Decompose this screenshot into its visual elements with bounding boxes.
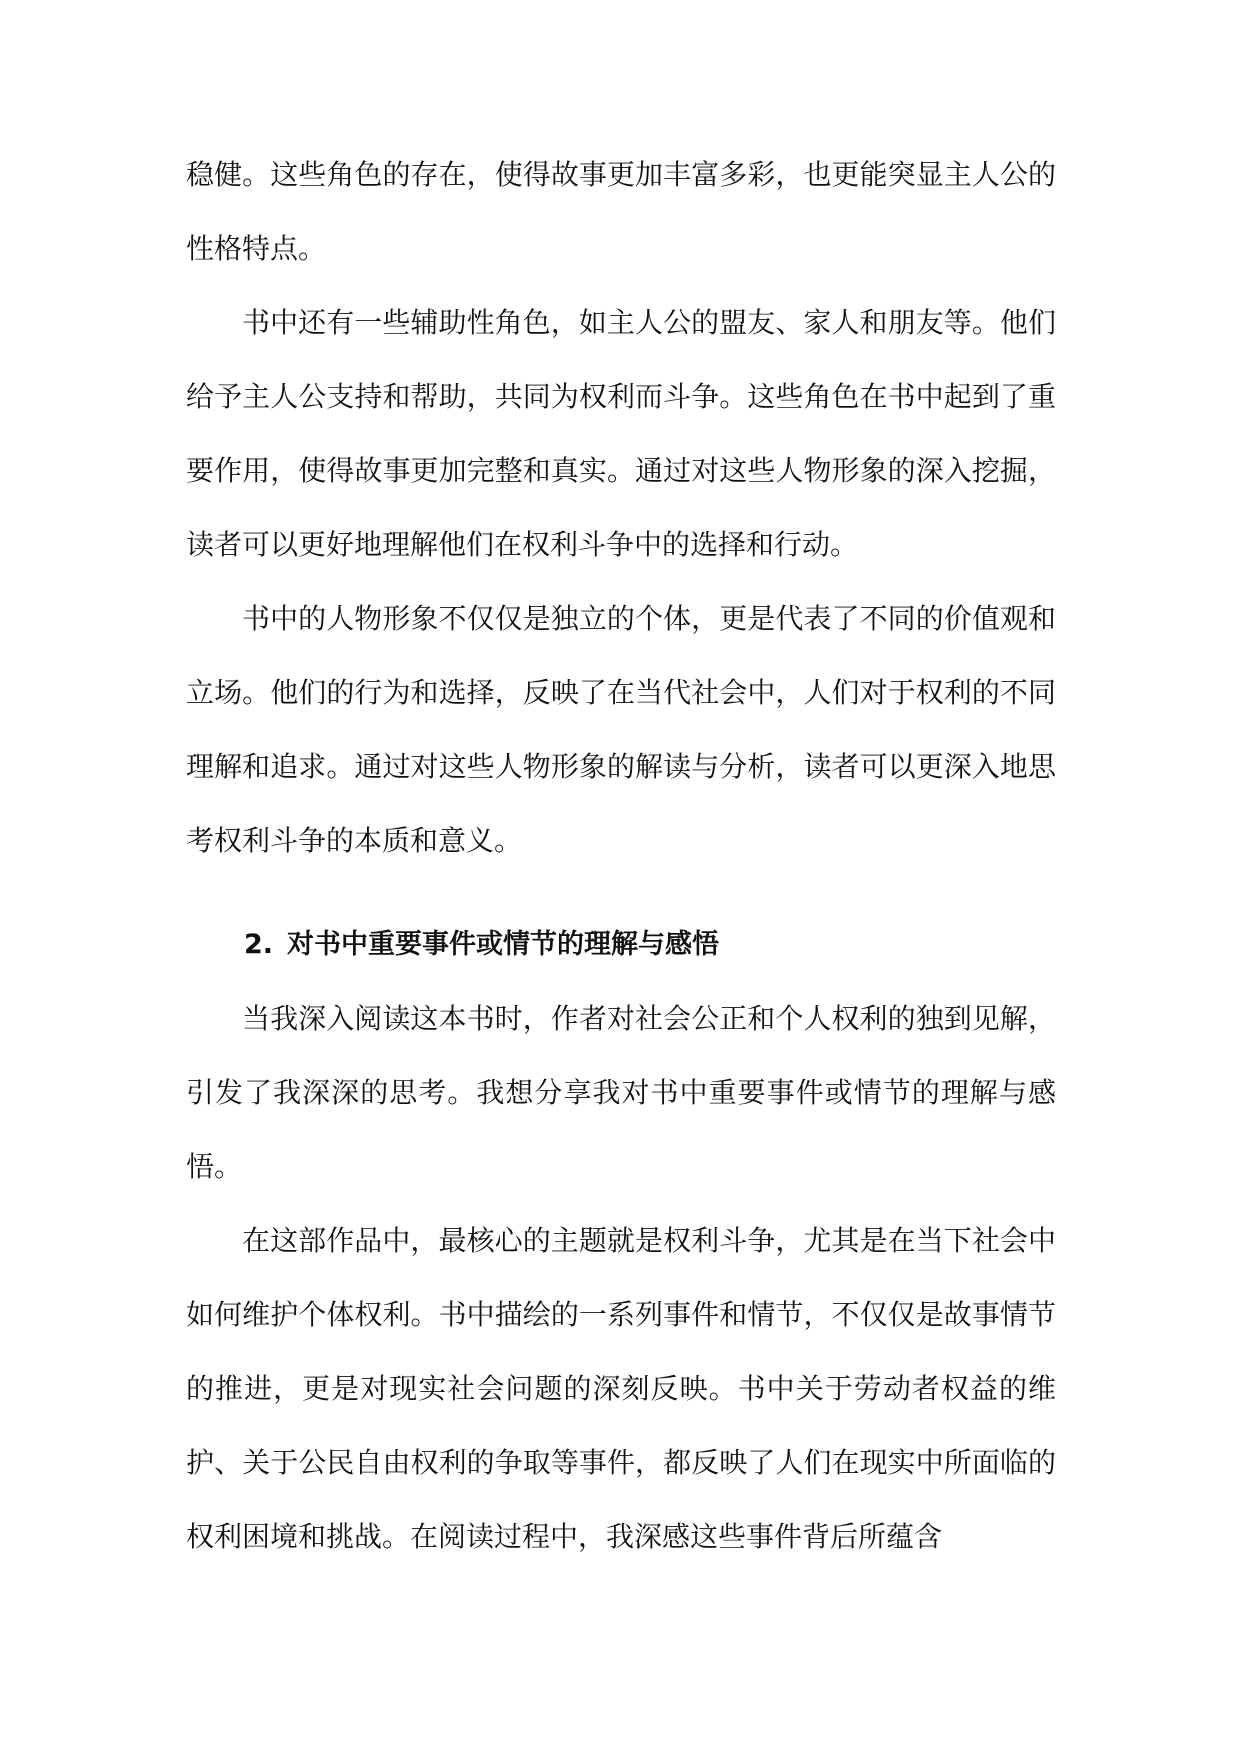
section-heading	[186, 908, 1056, 982]
paragraph: 稳健。这些角色的存在，使得故事更加丰富多彩，也更能突显主人公的性格特点。	[186, 158, 1056, 265]
body-text	[186, 138, 1056, 1574]
paragraph: 书中还有一些辅助性角色，如主人公的盟友、家人和朋友等。他们给予主人公支持和帮助，共同为权利而斗争。这些角色在书中起到了重要作用，使得故事更加完整和真实。通过对这些人物形象的深入挖掘，读者可以更好地理解他们在权利斗争中的选择和行动。	[186, 306, 1056, 561]
paragraph: 当我深入阅读这本书时，作者对社会公正和个人权利的独到见解，引发了我深深的思考。我想分享我对书中重要事件或情节的理解与感悟。	[186, 1002, 1056, 1183]
paragraph: 书中的人物形象不仅仅是独立的个体，更是代表了不同的价值观和立场。他们的行为和选择，反映了在当代社会中，人们对于权利的不同理解和追求。通过对这些人物形象的解读与分析，读者可以更深入地思考权利斗争的本质和意义。	[186, 602, 1056, 857]
section-title: 对书中重要事件或情节的理解与感悟	[287, 929, 720, 960]
section-number: 2.	[244, 929, 274, 960]
paragraph: 在这部作品中，最核心的主题就是权利斗争，尤其是在当下社会中如何维护个体权利。书中描绘的一系列事件和情节，不仅仅是故事情节的推进，更是对现实社会问题的深刻反映。书中关于劳动者权益的维护、关于公民自由权利的争取等事件，都反映了人们在现实中所面临的权利困境和挑战。在阅读过程中，我深感这些事件背后所蕴含	[186, 1224, 1056, 1553]
